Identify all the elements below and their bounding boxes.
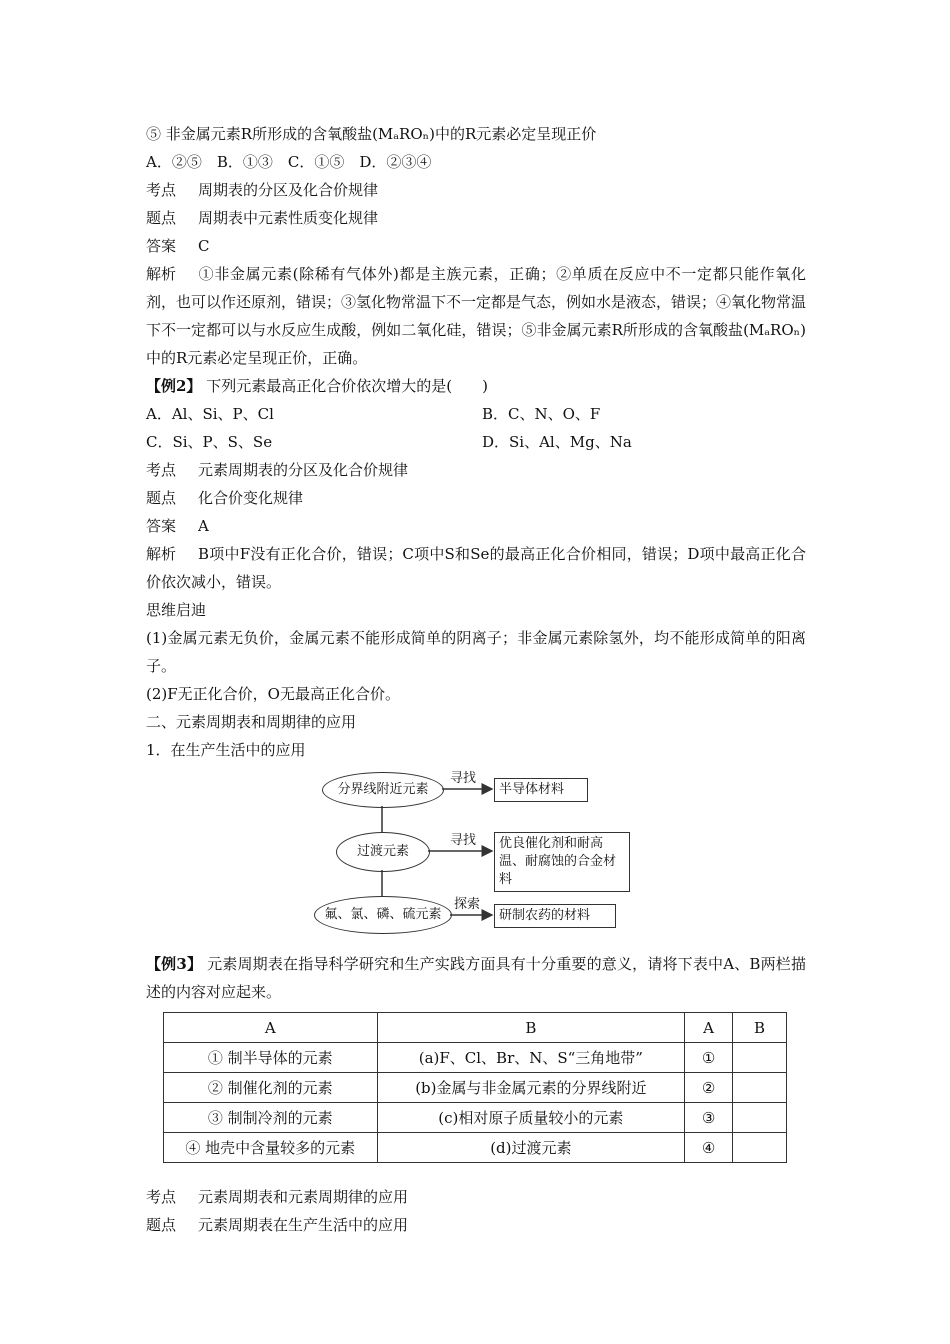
- ex2-tidian: 题点 化合价变化规律: [146, 489, 304, 507]
- cell-b: (d)过渡元素: [377, 1133, 684, 1163]
- section-sub1: 1．在生产生活中的应用: [146, 741, 306, 759]
- q1-options: A．②⑤ B．①③ C．①⑤ D．②③④: [146, 153, 432, 171]
- ex2-kaodian: 考点 元素周期表的分区及化合价规律: [146, 461, 409, 479]
- node-boundary-elements: 分界线附近元素: [322, 772, 444, 808]
- ex2-answer: 答案 A: [146, 517, 209, 535]
- q1-answer: 答案 C: [146, 237, 210, 255]
- label-find-2: 寻找: [450, 833, 477, 848]
- ex2-option-b: B．C、N、O、F: [482, 405, 601, 423]
- cell-a: ② 制催化剂的元素: [164, 1073, 378, 1103]
- cell-a-index: ③: [685, 1103, 733, 1133]
- document-page: [146, 120, 806, 1239]
- cell-a: ④ 地壳中含量较多的元素: [164, 1133, 378, 1163]
- cell-b-answer: [733, 1043, 787, 1073]
- ex3-matching-table: [163, 1012, 787, 1163]
- ex2-thinking-title: 思维启迪: [146, 601, 207, 619]
- node-transition-elements: 过渡元素: [336, 832, 430, 872]
- table-row: [164, 1073, 787, 1103]
- ex2-thinking-2: (2)F无正化合价，O无最高正化合价。: [146, 685, 400, 703]
- cell-a-index: ①: [685, 1043, 733, 1073]
- cell-a-index: ④: [685, 1133, 733, 1163]
- cell-b-answer: [733, 1133, 787, 1163]
- table-header-row: [164, 1013, 787, 1043]
- table-row: [164, 1133, 787, 1163]
- label-explore: 探索: [454, 897, 481, 912]
- q1-tidian: 题点 周期表中元素性质变化规律: [146, 209, 379, 227]
- ex3-stem: 【例3】 元素周期表在指导科学研究和生产实践方面具有十分重要的意义，请将下表中A、B两栏描述的内容对应起来。: [146, 955, 806, 1001]
- ex2-stem: 【例2】 下列元素最高正化合价依次增大的是( ): [146, 377, 488, 395]
- ex2-options-row2: [146, 428, 806, 456]
- cell-b-answer: [733, 1073, 787, 1103]
- box-catalyst-alloy: 优良催化剂和耐高温、耐腐蚀的合金材料: [494, 832, 630, 892]
- ex2-options-row1: [146, 400, 806, 428]
- q1-kaodian: 考点 周期表的分区及化合价规律: [146, 181, 379, 199]
- ex2-option-a: A．Al、Si、P、Cl: [146, 405, 274, 423]
- cell-b: (a)F、Cl、Br、N、S“三角地带”: [377, 1043, 684, 1073]
- header-a: A: [164, 1013, 378, 1043]
- application-diagram: [316, 770, 656, 950]
- q1-analysis: 解析 ①非金属元素(除稀有气体外)都是主族元素，正确；②单质在反应中不一定都只能作氧化剂，也可以作还原剂，错误；③氢化物常温下不一定都是气态，例如水是液态，错误；④氧化物常温下不一定都可以与水反应生成酸，例如二氧化硅，错误；⑤非金属元素R所形成的含氧酸盐(MₐROₙ)中的R元素必定呈现正价，正确。: [146, 265, 807, 367]
- ex2-option-d: D．Si、Al、Mg、Na: [482, 433, 632, 451]
- node-f-cl-p-s-elements: 氟、氯、磷、硫元素: [314, 896, 452, 934]
- label-find-1: 寻找: [450, 771, 477, 786]
- header-b: B: [377, 1013, 684, 1043]
- header-a-answer: A: [685, 1013, 733, 1043]
- cell-b: (b)金属与非金属元素的分界线附近: [377, 1073, 684, 1103]
- header-b-answer: B: [733, 1013, 787, 1043]
- table-row: [164, 1043, 787, 1073]
- q1-item5: ⑤ 非金属元素R所形成的含氧酸盐(MₐROₙ)中的R元素必定呈现正价: [146, 125, 597, 143]
- cell-a: ① 制半导体的元素: [164, 1043, 378, 1073]
- cell-b-answer: [733, 1103, 787, 1133]
- box-pesticide: 研制农药的材料: [494, 904, 616, 928]
- ex2-thinking-1: (1)金属元素无负价，金属元素不能形成简单的阴离子；非金属元素除氢外，均不能形成简单的阳离子。: [146, 629, 806, 675]
- ex2-analysis: 解析 B项中F没有正化合价，错误；C项中S和Se的最高正化合价相同，错误；D项中最高正化合价依次减小，错误。: [146, 545, 806, 591]
- box-semiconductor: 半导体材料: [494, 778, 588, 802]
- cell-a: ③ 制制冷剂的元素: [164, 1103, 378, 1133]
- ex3-tidian: 题点 元素周期表在生产生活中的应用: [146, 1216, 409, 1234]
- cell-a-index: ②: [685, 1073, 733, 1103]
- ex2-option-c: C．Si、P、S、Se: [146, 433, 273, 451]
- cell-b: (c)相对原子质量较小的元素: [377, 1103, 684, 1133]
- table-row: [164, 1103, 787, 1133]
- ex3-kaodian: 考点 元素周期表和元素周期律的应用: [146, 1188, 409, 1206]
- section-heading: 二、元素周期表和周期律的应用: [146, 713, 357, 731]
